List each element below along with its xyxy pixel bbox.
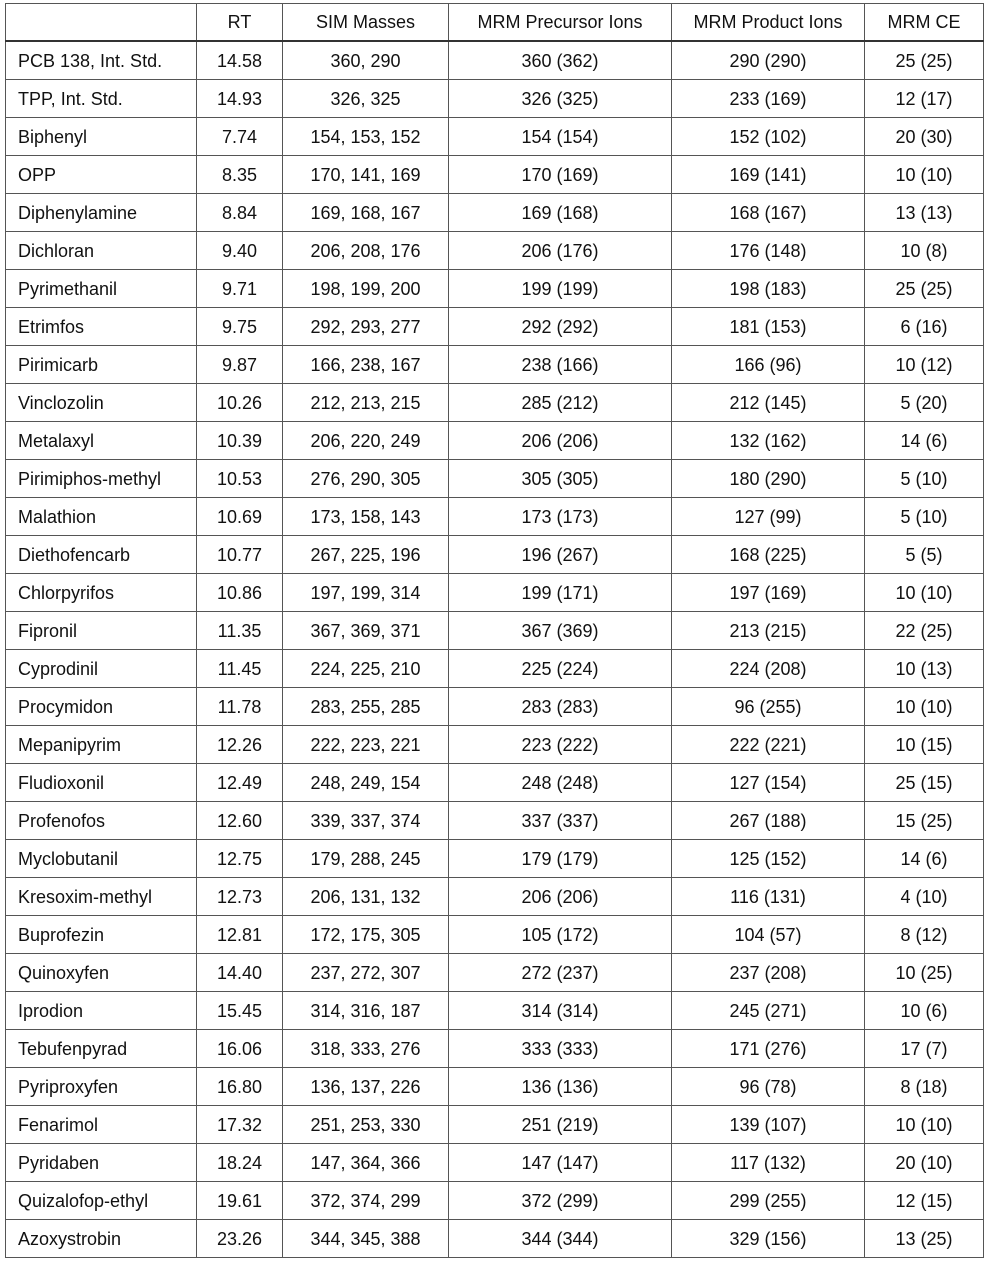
rt-cell: 11.35: [197, 612, 283, 650]
mrm-product-cell: 168 (167): [672, 194, 865, 232]
mrm-product-cell: 127 (99): [672, 498, 865, 536]
sim-masses-cell: 169, 168, 167: [283, 194, 449, 232]
mrm-precursor-cell: 173 (173): [449, 498, 672, 536]
mrm-ce-cell: 10 (10): [865, 1106, 984, 1144]
sim-masses-cell: 206, 208, 176: [283, 232, 449, 270]
rt-cell: 10.77: [197, 536, 283, 574]
table-row: [6, 156, 984, 194]
mrm-ce-cell: 10 (10): [865, 574, 984, 612]
mrm-product-cell: 181 (153): [672, 308, 865, 346]
rt-cell: 10.86: [197, 574, 283, 612]
rt-cell: 18.24: [197, 1144, 283, 1182]
header-sim-masses: SIM Masses: [283, 4, 449, 42]
mrm-precursor-cell: 272 (237): [449, 954, 672, 992]
rt-cell: 11.45: [197, 650, 283, 688]
mrm-product-cell: 117 (132): [672, 1144, 865, 1182]
table-row: [6, 992, 984, 1030]
table-row: [6, 612, 984, 650]
mrm-ce-cell: 13 (13): [865, 194, 984, 232]
sim-masses-cell: 197, 199, 314: [283, 574, 449, 612]
rt-cell: 10.69: [197, 498, 283, 536]
mrm-product-cell: 171 (276): [672, 1030, 865, 1068]
sim-masses-cell: 251, 253, 330: [283, 1106, 449, 1144]
mrm-product-cell: 267 (188): [672, 802, 865, 840]
compound-cell: Kresoxim-methyl: [6, 878, 197, 916]
table-row: [6, 954, 984, 992]
mrm-product-cell: 237 (208): [672, 954, 865, 992]
sim-masses-cell: 166, 238, 167: [283, 346, 449, 384]
mrm-precursor-cell: 206 (176): [449, 232, 672, 270]
mrm-product-cell: 329 (156): [672, 1220, 865, 1258]
compound-cell: Metalaxyl: [6, 422, 197, 460]
rt-cell: 14.93: [197, 80, 283, 118]
mrm-ce-cell: 14 (6): [865, 840, 984, 878]
rt-cell: 9.87: [197, 346, 283, 384]
table-row: [6, 688, 984, 726]
rt-cell: 9.75: [197, 308, 283, 346]
mrm-product-cell: 125 (152): [672, 840, 865, 878]
mrm-precursor-cell: 206 (206): [449, 878, 672, 916]
mrm-ce-cell: 20 (30): [865, 118, 984, 156]
mrm-precursor-cell: 169 (168): [449, 194, 672, 232]
mrm-product-cell: 290 (290): [672, 41, 865, 80]
mrm-product-cell: 198 (183): [672, 270, 865, 308]
sim-masses-cell: 224, 225, 210: [283, 650, 449, 688]
mrm-ce-cell: 8 (18): [865, 1068, 984, 1106]
compound-cell: Diethofencarb: [6, 536, 197, 574]
mrm-product-cell: 132 (162): [672, 422, 865, 460]
table-row: [6, 1106, 984, 1144]
mrm-precursor-cell: 360 (362): [449, 41, 672, 80]
header-row: [6, 4, 984, 42]
table-row: [6, 498, 984, 536]
mrm-ce-cell: 12 (15): [865, 1182, 984, 1220]
compound-cell: Chlorpyrifos: [6, 574, 197, 612]
mrm-product-cell: 224 (208): [672, 650, 865, 688]
mrm-ce-cell: 5 (10): [865, 498, 984, 536]
rt-cell: 9.71: [197, 270, 283, 308]
table-row: [6, 41, 984, 80]
sim-masses-cell: 206, 220, 249: [283, 422, 449, 460]
compound-cell: Pyriproxyfen: [6, 1068, 197, 1106]
table-row: [6, 460, 984, 498]
sim-masses-cell: 172, 175, 305: [283, 916, 449, 954]
rt-cell: 19.61: [197, 1182, 283, 1220]
rt-cell: 8.84: [197, 194, 283, 232]
mrm-precursor-cell: 238 (166): [449, 346, 672, 384]
compound-cell: Etrimfos: [6, 308, 197, 346]
mrm-ce-cell: 8 (12): [865, 916, 984, 954]
compound-cell: Myclobutanil: [6, 840, 197, 878]
mrm-precursor-cell: 136 (136): [449, 1068, 672, 1106]
rt-cell: 9.40: [197, 232, 283, 270]
mrm-product-cell: 176 (148): [672, 232, 865, 270]
compound-cell: Fipronil: [6, 612, 197, 650]
compound-cell: Pirimicarb: [6, 346, 197, 384]
mrm-product-cell: 222 (221): [672, 726, 865, 764]
mrm-ce-cell: 10 (25): [865, 954, 984, 992]
mrm-ce-cell: 10 (12): [865, 346, 984, 384]
table-row: [6, 878, 984, 916]
compound-cell: Buprofezin: [6, 916, 197, 954]
mrm-precursor-cell: 196 (267): [449, 536, 672, 574]
header-compound: [6, 4, 197, 42]
mrm-ce-cell: 22 (25): [865, 612, 984, 650]
mrm-product-cell: 166 (96): [672, 346, 865, 384]
sim-masses-cell: 283, 255, 285: [283, 688, 449, 726]
compound-cell: Pyridaben: [6, 1144, 197, 1182]
mrm-precursor-cell: 344 (344): [449, 1220, 672, 1258]
mrm-product-cell: 233 (169): [672, 80, 865, 118]
compound-cell: Quinoxyfen: [6, 954, 197, 992]
mrm-product-cell: 139 (107): [672, 1106, 865, 1144]
mrm-ce-cell: 17 (7): [865, 1030, 984, 1068]
compound-cell: Diphenylamine: [6, 194, 197, 232]
sim-masses-cell: 292, 293, 277: [283, 308, 449, 346]
mrm-ce-cell: 5 (20): [865, 384, 984, 422]
table-row: [6, 726, 984, 764]
compound-cell: Procymidon: [6, 688, 197, 726]
sim-masses-cell: 136, 137, 226: [283, 1068, 449, 1106]
sim-masses-cell: 276, 290, 305: [283, 460, 449, 498]
mrm-product-cell: 104 (57): [672, 916, 865, 954]
mrm-ce-cell: 13 (25): [865, 1220, 984, 1258]
mrm-precursor-cell: 285 (212): [449, 384, 672, 422]
sim-masses-cell: 222, 223, 221: [283, 726, 449, 764]
mrm-product-cell: 116 (131): [672, 878, 865, 916]
compound-cell: Quizalofop-ethyl: [6, 1182, 197, 1220]
sim-masses-cell: 170, 141, 169: [283, 156, 449, 194]
sim-masses-cell: 326, 325: [283, 80, 449, 118]
mrm-product-cell: 168 (225): [672, 536, 865, 574]
sim-masses-cell: 372, 374, 299: [283, 1182, 449, 1220]
mrm-ce-cell: 15 (25): [865, 802, 984, 840]
sim-masses-cell: 206, 131, 132: [283, 878, 449, 916]
mrm-product-cell: 212 (145): [672, 384, 865, 422]
compound-cell: Fludioxonil: [6, 764, 197, 802]
mrm-precursor-cell: 251 (219): [449, 1106, 672, 1144]
mrm-precursor-cell: 333 (333): [449, 1030, 672, 1068]
sim-masses-cell: 360, 290: [283, 41, 449, 80]
rt-cell: 12.81: [197, 916, 283, 954]
mrm-ce-cell: 10 (6): [865, 992, 984, 1030]
mrm-product-cell: 96 (78): [672, 1068, 865, 1106]
mrm-ce-cell: 25 (25): [865, 41, 984, 80]
mrm-precursor-cell: 372 (299): [449, 1182, 672, 1220]
table-row: [6, 574, 984, 612]
table-body: [6, 41, 984, 1258]
compound-cell: TPP, Int. Std.: [6, 80, 197, 118]
sim-masses-cell: 173, 158, 143: [283, 498, 449, 536]
sim-masses-cell: 344, 345, 388: [283, 1220, 449, 1258]
sim-masses-cell: 212, 213, 215: [283, 384, 449, 422]
mrm-precursor-cell: 199 (171): [449, 574, 672, 612]
table-row: [6, 1144, 984, 1182]
rt-cell: 16.06: [197, 1030, 283, 1068]
compound-cell: Cyprodinil: [6, 650, 197, 688]
compound-cell: Biphenyl: [6, 118, 197, 156]
rt-cell: 17.32: [197, 1106, 283, 1144]
mrm-ce-cell: 5 (10): [865, 460, 984, 498]
rt-cell: 11.78: [197, 688, 283, 726]
compound-cell: Mepanipyrim: [6, 726, 197, 764]
mrm-product-cell: 299 (255): [672, 1182, 865, 1220]
mrm-precursor-cell: 283 (283): [449, 688, 672, 726]
mrm-product-cell: 96 (255): [672, 688, 865, 726]
sim-masses-cell: 198, 199, 200: [283, 270, 449, 308]
compound-cell: Pyrimethanil: [6, 270, 197, 308]
sim-masses-cell: 237, 272, 307: [283, 954, 449, 992]
rt-cell: 7.74: [197, 118, 283, 156]
rt-cell: 15.45: [197, 992, 283, 1030]
rt-cell: 12.73: [197, 878, 283, 916]
rt-cell: 23.26: [197, 1220, 283, 1258]
rt-cell: 12.49: [197, 764, 283, 802]
compound-cell: Vinclozolin: [6, 384, 197, 422]
table-row: [6, 1030, 984, 1068]
mrm-precursor-cell: 170 (169): [449, 156, 672, 194]
compound-cell: PCB 138, Int. Std.: [6, 41, 197, 80]
compound-cell: OPP: [6, 156, 197, 194]
table-row: [6, 1182, 984, 1220]
table-row: [6, 80, 984, 118]
mrm-ce-cell: 25 (25): [865, 270, 984, 308]
mrm-precursor-cell: 105 (172): [449, 916, 672, 954]
rt-cell: 12.26: [197, 726, 283, 764]
table-row: [6, 308, 984, 346]
mrm-precursor-cell: 225 (224): [449, 650, 672, 688]
compound-cell: Pirimiphos-methyl: [6, 460, 197, 498]
table-row: [6, 1220, 984, 1258]
table-header: [6, 4, 984, 42]
table-row: [6, 650, 984, 688]
mrm-product-cell: 127 (154): [672, 764, 865, 802]
sim-masses-cell: 267, 225, 196: [283, 536, 449, 574]
compound-cell: Iprodion: [6, 992, 197, 1030]
mrm-ce-cell: 6 (16): [865, 308, 984, 346]
mrm-precursor-cell: 367 (369): [449, 612, 672, 650]
header-mrm-ce: MRM CE: [865, 4, 984, 42]
table-row: [6, 118, 984, 156]
table-row: [6, 802, 984, 840]
rt-cell: 12.60: [197, 802, 283, 840]
rt-cell: 14.58: [197, 41, 283, 80]
mrm-precursor-cell: 314 (314): [449, 992, 672, 1030]
mrm-ce-cell: 20 (10): [865, 1144, 984, 1182]
table-row: [6, 422, 984, 460]
mrm-product-cell: 169 (141): [672, 156, 865, 194]
table-row: [6, 840, 984, 878]
compound-cell: Tebufenpyrad: [6, 1030, 197, 1068]
mrm-precursor-cell: 223 (222): [449, 726, 672, 764]
mrm-ce-cell: 10 (15): [865, 726, 984, 764]
mrm-ce-cell: 12 (17): [865, 80, 984, 118]
mrm-precursor-cell: 179 (179): [449, 840, 672, 878]
table-row: [6, 346, 984, 384]
rt-cell: 14.40: [197, 954, 283, 992]
mrm-product-cell: 213 (215): [672, 612, 865, 650]
sim-masses-cell: 179, 288, 245: [283, 840, 449, 878]
compound-cell: Azoxystrobin: [6, 1220, 197, 1258]
mrm-precursor-cell: 292 (292): [449, 308, 672, 346]
mrm-ce-cell: 10 (10): [865, 156, 984, 194]
table-row: [6, 270, 984, 308]
table-row: [6, 536, 984, 574]
mrm-precursor-cell: 248 (248): [449, 764, 672, 802]
mrm-precursor-cell: 326 (325): [449, 80, 672, 118]
table-row: [6, 916, 984, 954]
rt-cell: 10.39: [197, 422, 283, 460]
mrm-precursor-cell: 154 (154): [449, 118, 672, 156]
sim-masses-cell: 248, 249, 154: [283, 764, 449, 802]
table-row: [6, 384, 984, 422]
header-rt: RT: [197, 4, 283, 42]
sim-masses-cell: 339, 337, 374: [283, 802, 449, 840]
mrm-ce-cell: 14 (6): [865, 422, 984, 460]
rt-cell: 10.53: [197, 460, 283, 498]
mrm-precursor-cell: 147 (147): [449, 1144, 672, 1182]
header-mrm-precursor-ions: MRM Precursor Ions: [449, 4, 672, 42]
sim-masses-cell: 314, 316, 187: [283, 992, 449, 1030]
mrm-product-cell: 180 (290): [672, 460, 865, 498]
table-row: [6, 232, 984, 270]
mrm-ce-cell: 4 (10): [865, 878, 984, 916]
mrm-ce-cell: 25 (15): [865, 764, 984, 802]
data-table: [5, 3, 984, 1258]
mrm-product-cell: 152 (102): [672, 118, 865, 156]
sim-masses-cell: 367, 369, 371: [283, 612, 449, 650]
mrm-ce-cell: 10 (13): [865, 650, 984, 688]
compound-cell: Dichloran: [6, 232, 197, 270]
table-row: [6, 194, 984, 232]
mrm-precursor-cell: 305 (305): [449, 460, 672, 498]
compound-cell: Malathion: [6, 498, 197, 536]
rt-cell: 8.35: [197, 156, 283, 194]
header-mrm-product-ions: MRM Product Ions: [672, 4, 865, 42]
mrm-ce-cell: 10 (10): [865, 688, 984, 726]
table-row: [6, 1068, 984, 1106]
rt-cell: 16.80: [197, 1068, 283, 1106]
mrm-precursor-cell: 199 (199): [449, 270, 672, 308]
mrm-precursor-cell: 206 (206): [449, 422, 672, 460]
sim-masses-cell: 318, 333, 276: [283, 1030, 449, 1068]
mrm-ce-cell: 10 (8): [865, 232, 984, 270]
mrm-product-cell: 197 (169): [672, 574, 865, 612]
rt-cell: 12.75: [197, 840, 283, 878]
compound-cell: Fenarimol: [6, 1106, 197, 1144]
mrm-product-cell: 245 (271): [672, 992, 865, 1030]
mrm-ce-cell: 5 (5): [865, 536, 984, 574]
compound-cell: Profenofos: [6, 802, 197, 840]
rt-cell: 10.26: [197, 384, 283, 422]
table-row: [6, 764, 984, 802]
sim-masses-cell: 147, 364, 366: [283, 1144, 449, 1182]
sim-masses-cell: 154, 153, 152: [283, 118, 449, 156]
mrm-precursor-cell: 337 (337): [449, 802, 672, 840]
